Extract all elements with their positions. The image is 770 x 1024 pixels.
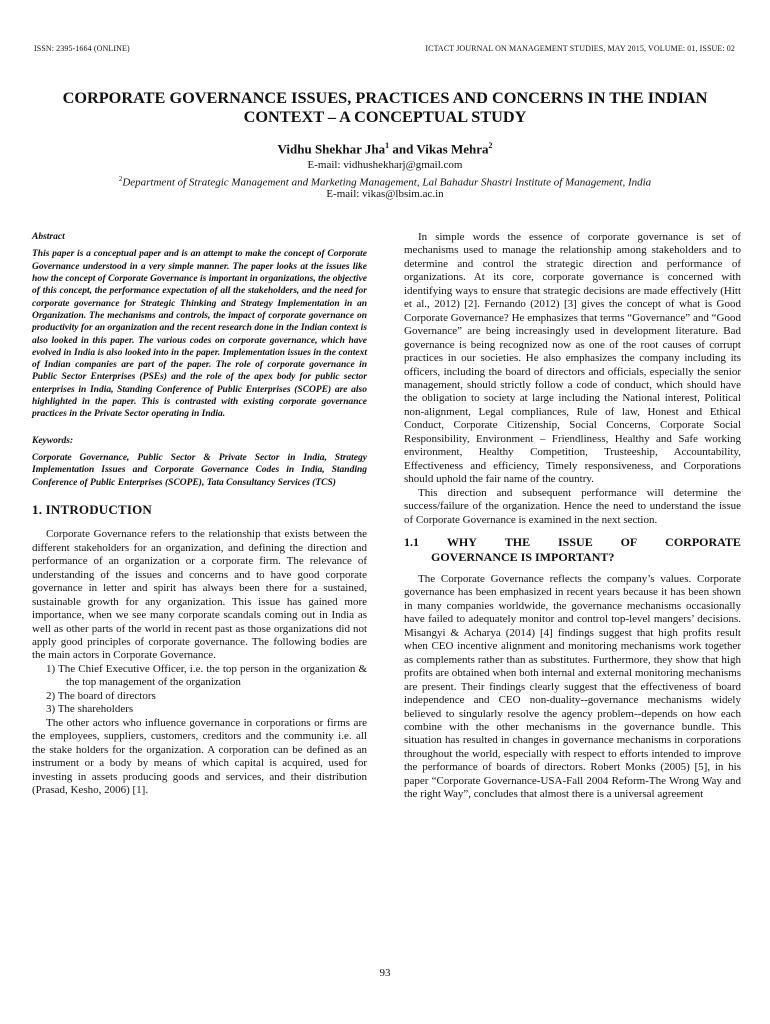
running-header-journal: ICTACT JOURNAL ON MANAGEMENT STUDIES, MAY 2015, VOLUME: 01, ISSUE: 02 [425, 44, 735, 53]
keywords-body: Corporate Governance, Public Sector & Private Sector in India, Strategy Implementation Issues and Corporate Governance Codes in India, Standing Conference of Public Enterprises (SCOPE), Tata Consultancy Services (TCS) [32, 453, 367, 488]
author-conjunction: and [389, 141, 417, 157]
heading-continuation: GOVERNANCE IS IMPORTANT? [431, 549, 615, 564]
heading-word: CORPORATE [665, 534, 741, 549]
author-name: Vikas Mehra [416, 141, 489, 157]
heading-word: OF [620, 534, 638, 549]
abstract-body: This paper is a conceptual paper and is an attempt to make the concept of Corporate Governance understood in a very simple manner. The paper looks at the issues like how the concept of Corporate Governance is important in organizations, the objective of this concept, the performance expectation of all the stakeholders, and the need for corporate governance for Strategic Thinking and Strategy Implementation in an Organization. The mechanisms and controls, the impact of corporate governance on productivity for an organization and the recent research done in the Indian context is also looked in this paper. The various codes on corporate governance, which have evolved in India is also looked into in the paper. Implementation issues in the context of Indian companies are part of the paper. The role of corporate governance in Public Sector Enterprises (PSEs) and the role of the apex body for public sector enterprises in India, Standing Conference of Public Enterprises (SCOPE) are also highlighted in the paper. This is contrasted with existing corporate governance practices in the Private Sector operating in India. [32, 249, 367, 420]
paper-title: CORPORATE GOVERNANCE ISSUES, PRACTICES AND CONCERNS IN THE INDIAN CONTEXT – A CONCEPTUAL STUDY [62, 88, 708, 126]
paragraph: The Corporate Governance reflects the company’s values. Corporate governance has been emphasized in recent years because it has been shown in many companies worldwide, the governance mechanisms occasionally have failed to adequately monitor and control top-level mangers’ decisions. Misangyi & Acharya (2014) [4] findings suggest that high profits result when CEO incentive alignment and monitoring mechanisms work together as complements rather than as substitutes. Furthermore, they show that high profits are obtained when both internal and external monitoring mechanisms are present. Their findings clearly suggest that the effectiveness of board independence and CEO non-duality--governance mechanisms widely believed to singularly resolve the agency problem--depends on how each combine with the other mechanisms in the governance bundle. This situation has resulted in changes in governance mechanisms in corporations throughout the world, especially with respect to efforts intended to improve the performance of boards of directors. Robert Monks (2005) [5], in his paper “Corporate Governance-USA-Fall 2004 Reform-The Wrong Way and the right Way”, concludes that almost there is a universal agreement [404, 572, 741, 801]
affiliation-mark: 2 [118, 175, 123, 183]
paragraph: The other actors who influence governance in corporations or firms are the employees, suppliers, customers, creditors and the community i.e. all the stake holders for the organization. A corporation can be defined as an instrument or a body by means of which capital is acquired, used for investing in assets producing goods and services, and their distribution (Prasad, Kesho, 2006) [1]. [32, 716, 367, 797]
heading-word: THE [504, 534, 531, 549]
paragraph: Corporate Governance refers to the relationship that exists between the different stakeholders for an organization, and defining the direction and performance of an organization or a corporate firm. The relevance of understanding of the issues and concerns and to have good corporate governance in letter and spirit has always been there for a sustained, sustainable growth for any organization. This issue has gained more importance, when we see many corporate scandals coming out in India as well as other parts of the world in recent past as those organizations did not apply good principles of corporate governance. The following bodies are the main actors in Corporate Governance. [32, 528, 367, 662]
left-column [32, 231, 367, 797]
running-header-issn: ISSN: 2395-1664 (ONLINE) [34, 44, 130, 53]
abstract-heading: Abstract [32, 232, 65, 242]
paragraph: This direction and subsequent performance will determine the success/failure of the organization. Hence the need to understand the issue of Corporate Governance is examined in the next section. [404, 486, 741, 526]
paragraph: In simple words the essence of corporate governance is set of mechanisms used to manage the relationship among stakeholders and to determine and control the strategic direction and performance of organizations. At its core, corporate governance is concerned with identifying ways to ensure that strategic decisions are made effectively (Hitt et al., 2012) [2]. Fernando (2012) [3] gives the concept of what is Good Corporate Governance? He emphasizes that terms “Governance” and “Good Governance” are being increasingly used in development literature. Bad governance is being recognized now as one of the root causes of corrupt practices in our societies. He also emphasizes the company including its officers, including the board of directors and officials, especially the senior management, should strictly follow a code of conduct, which should have the obligation to society at large including the National interest, Political non-alignment, Legal compliances, Rule of law, Honest and Ethical Conduct, Corporate Citizenship, Social Concerns, Corporate Social Responsibility, Environment – Friendliness, Healthy and Safe working environment, Healthy Competition, Trusteeship, Accountability, Effectiveness and efficiency, Timely responsiveness, and Corporations should uphold the fair name of the country. [404, 231, 741, 486]
subsection-heading [404, 535, 741, 565]
actors-list [32, 663, 367, 717]
author-email: E-mail: vikas@lbsim.ac.in [326, 188, 444, 200]
author-name: Vidhu Shekhar Jha [277, 141, 386, 157]
affiliation-mark: 2 [488, 141, 493, 150]
list-item: 2) The board of directors [46, 689, 156, 702]
heading-word: ISSUE [558, 534, 593, 549]
section-heading: 1. INTRODUCTION [32, 501, 153, 517]
page-number: 93 [379, 967, 391, 979]
department-text: Department of Strategic Management and Marketing Management, Lal Bahadur Shastri Institute of Management, India [122, 176, 652, 189]
keywords-heading: Keywords: [32, 435, 74, 446]
author-line [40, 141, 730, 157]
subsection-number: 1.1 [404, 534, 419, 549]
list-item: 3) The shareholders [46, 703, 134, 716]
affiliation-mark: 1 [385, 141, 390, 150]
right-column [404, 231, 741, 802]
author-email: E-mail: vidhushekharj@gmail.com [307, 159, 463, 171]
list-item: 1) The Chief Executive Officer, i.e. the top person in the organization & the top management of the organization [46, 662, 367, 689]
heading-word: WHY [446, 534, 477, 549]
